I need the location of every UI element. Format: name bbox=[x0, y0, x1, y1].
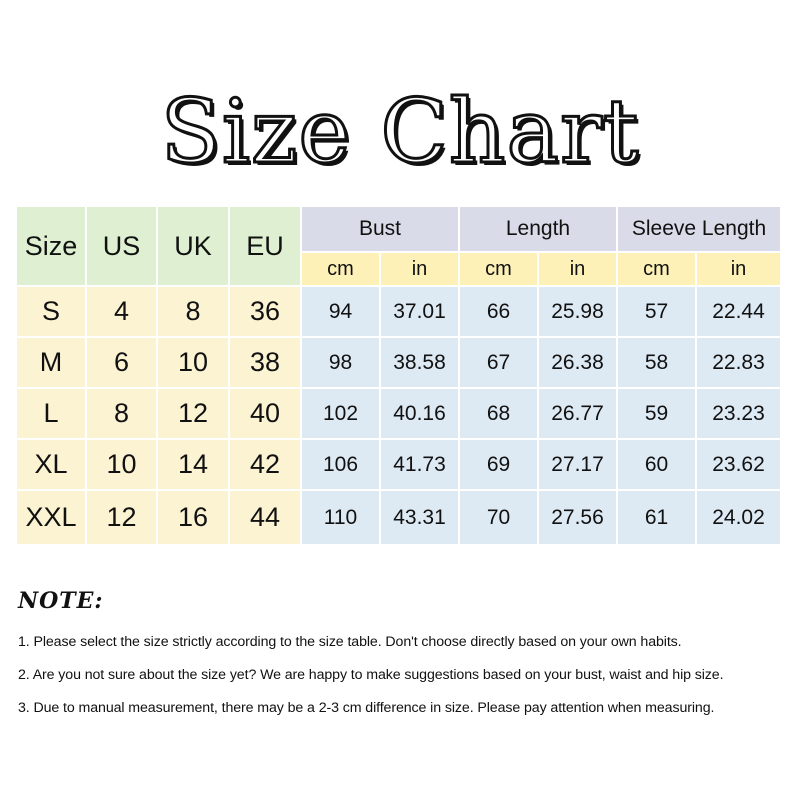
cell-sleeve-in: 24.02 bbox=[696, 490, 781, 545]
page-title: Size Chart bbox=[160, 80, 640, 183]
cell-length-cm: 67 bbox=[459, 337, 538, 388]
cell-bust-cm: 110 bbox=[301, 490, 380, 545]
unit-bust-cm: cm bbox=[301, 252, 380, 286]
cell-bust-in: 38.58 bbox=[380, 337, 459, 388]
cell-length-in: 27.17 bbox=[538, 439, 617, 490]
header-size: Size bbox=[16, 206, 86, 286]
notes-section bbox=[18, 588, 788, 731]
cell-us: 8 bbox=[86, 388, 157, 439]
cell-length-cm: 69 bbox=[459, 439, 538, 490]
cell-eu: 40 bbox=[229, 388, 301, 439]
cell-us: 6 bbox=[86, 337, 157, 388]
cell-length-cm: 68 bbox=[459, 388, 538, 439]
cell-eu: 44 bbox=[229, 490, 301, 545]
cell-sleeve-in: 22.83 bbox=[696, 337, 781, 388]
cell-uk: 12 bbox=[157, 388, 229, 439]
cell-eu: 38 bbox=[229, 337, 301, 388]
cell-length-in: 26.77 bbox=[538, 388, 617, 439]
header-bust: Bust bbox=[301, 206, 459, 252]
cell-size: XXL bbox=[16, 490, 86, 545]
unit-sleeve-in: in bbox=[696, 252, 781, 286]
table-row bbox=[16, 388, 781, 439]
cell-sleeve-cm: 59 bbox=[617, 388, 696, 439]
cell-bust-in: 40.16 bbox=[380, 388, 459, 439]
cell-size: XL bbox=[16, 439, 86, 490]
cell-sleeve-in: 22.44 bbox=[696, 286, 781, 337]
note-item: 3. Due to manual measurement, there may be a 2-3 cm difference in size. Please pay attention when measuring. bbox=[18, 700, 715, 716]
cell-us: 10 bbox=[86, 439, 157, 490]
table-row bbox=[16, 439, 781, 490]
cell-sleeve-cm: 60 bbox=[617, 439, 696, 490]
note-item: 1. Please select the size strictly according to the size table. Don't choose directly based on your own habits. bbox=[18, 634, 682, 650]
header-length: Length bbox=[459, 206, 617, 252]
cell-bust-cm: 102 bbox=[301, 388, 380, 439]
table-row bbox=[16, 490, 781, 545]
header-sleeve-length: Sleeve Length bbox=[617, 206, 781, 252]
header-us: US bbox=[86, 206, 157, 286]
cell-sleeve-cm: 58 bbox=[617, 337, 696, 388]
cell-length-in: 27.56 bbox=[538, 490, 617, 545]
cell-size: M bbox=[16, 337, 86, 388]
cell-uk: 16 bbox=[157, 490, 229, 545]
note-item: 2. Are you not sure about the size yet? We are happy to make suggestions based on your bust, waist and hip size. bbox=[18, 667, 724, 683]
cell-length-in: 25.98 bbox=[538, 286, 617, 337]
cell-us: 12 bbox=[86, 490, 157, 545]
unit-sleeve-cm: cm bbox=[617, 252, 696, 286]
cell-sleeve-cm: 57 bbox=[617, 286, 696, 337]
note-title: NOTE: bbox=[18, 588, 104, 614]
cell-sleeve-cm: 61 bbox=[617, 490, 696, 545]
cell-bust-in: 37.01 bbox=[380, 286, 459, 337]
cell-sleeve-in: 23.62 bbox=[696, 439, 781, 490]
cell-eu: 42 bbox=[229, 439, 301, 490]
cell-uk: 10 bbox=[157, 337, 229, 388]
cell-bust-cm: 94 bbox=[301, 286, 380, 337]
cell-length-in: 26.38 bbox=[538, 337, 617, 388]
cell-us: 4 bbox=[86, 286, 157, 337]
cell-length-cm: 66 bbox=[459, 286, 538, 337]
size-table bbox=[15, 205, 782, 546]
cell-uk: 14 bbox=[157, 439, 229, 490]
header-eu: EU bbox=[229, 206, 301, 286]
header-uk: UK bbox=[157, 206, 229, 286]
table-row bbox=[16, 337, 781, 388]
cell-bust-cm: 106 bbox=[301, 439, 380, 490]
cell-bust-in: 43.31 bbox=[380, 490, 459, 545]
cell-size: S bbox=[16, 286, 86, 337]
table-row bbox=[16, 286, 781, 337]
cell-sleeve-in: 23.23 bbox=[696, 388, 781, 439]
unit-bust-in: in bbox=[380, 252, 459, 286]
cell-bust-in: 41.73 bbox=[380, 439, 459, 490]
cell-eu: 36 bbox=[229, 286, 301, 337]
cell-length-cm: 70 bbox=[459, 490, 538, 545]
cell-bust-cm: 98 bbox=[301, 337, 380, 388]
cell-uk: 8 bbox=[157, 286, 229, 337]
unit-length-cm: cm bbox=[459, 252, 538, 286]
cell-size: L bbox=[16, 388, 86, 439]
unit-length-in: in bbox=[538, 252, 617, 286]
